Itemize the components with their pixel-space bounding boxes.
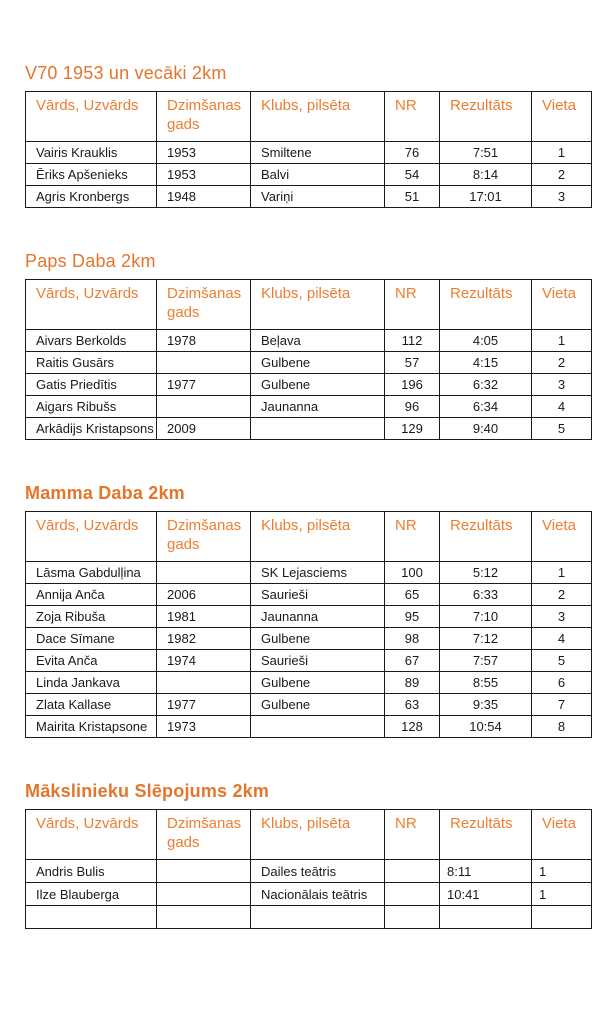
table-cell (157, 562, 251, 584)
table-cell (440, 906, 532, 929)
table-cell: 76 (385, 142, 440, 164)
table-cell: Gulbene (251, 352, 385, 374)
table-cell: Ilze Blauberga (26, 883, 157, 906)
table-cell: 1948 (157, 186, 251, 208)
table-row (26, 374, 592, 396)
section-title-v70: V70 1953 un vecāki 2km (25, 63, 227, 83)
section-title-paps-daba: Paps Daba 2km (25, 251, 156, 271)
table-row (26, 906, 592, 929)
col-header-result: Rezultāts (440, 92, 532, 142)
table-row (26, 584, 592, 606)
results-table-v70 (25, 91, 592, 208)
table-row (26, 418, 592, 440)
table-cell (157, 883, 251, 906)
table-cell: 5 (532, 418, 592, 440)
table-cell: Gulbene (251, 672, 385, 694)
table-cell: 4 (532, 396, 592, 418)
table-cell: Ēriks Apšenieks (26, 164, 157, 186)
table-cell: Vairis Krauklis (26, 142, 157, 164)
table-cell: 9:35 (440, 694, 532, 716)
table-cell: Arkādijs Kristapsons (26, 418, 157, 440)
table-cell: 1953 (157, 164, 251, 186)
table-cell: 10:41 (440, 883, 532, 906)
table-cell: Balvi (251, 164, 385, 186)
section-v70 (25, 62, 591, 208)
table-cell: Andris Bulis (26, 860, 157, 883)
table-cell (251, 716, 385, 738)
table-cell: Dace Sīmane (26, 628, 157, 650)
table-cell: Annija Anča (26, 584, 157, 606)
table-cell: 6:33 (440, 584, 532, 606)
table-row (26, 396, 592, 418)
table-cell: 8:14 (440, 164, 532, 186)
table-cell: Saurieši (251, 584, 385, 606)
col-header-nr: NR (385, 810, 440, 860)
table-cell: 2 (532, 584, 592, 606)
table-cell: 3 (532, 186, 592, 208)
table-cell: Jaunanna (251, 396, 385, 418)
table-cell: Gatis Priedītis (26, 374, 157, 396)
table-cell: 6:32 (440, 374, 532, 396)
col-header-name: Vārds, Uzvārds (26, 512, 157, 562)
table-row (26, 716, 592, 738)
section-title-makslinieku-slepojums: Mākslinieku Slēpojums 2km (25, 781, 270, 801)
col-header-birth-year: Dzimšanas gads (157, 810, 251, 860)
table-cell (532, 906, 592, 929)
table-cell (157, 906, 251, 929)
table-row (26, 142, 592, 164)
table-row (26, 606, 592, 628)
table-cell: 7:10 (440, 606, 532, 628)
col-header-place: Vieta (532, 280, 592, 330)
table-cell: Zoja Ribuša (26, 606, 157, 628)
table-cell: 1977 (157, 374, 251, 396)
table-cell (385, 906, 440, 929)
col-header-name: Vārds, Uzvārds (26, 92, 157, 142)
table-cell: Lāsma Gabdulļina (26, 562, 157, 584)
table-cell: Beļava (251, 330, 385, 352)
table-cell: 6 (532, 672, 592, 694)
table-cell: 6:34 (440, 396, 532, 418)
col-header-nr: NR (385, 280, 440, 330)
header-row (26, 280, 592, 330)
table-cell: 4:05 (440, 330, 532, 352)
table-cell: 2 (532, 352, 592, 374)
table-cell: 1978 (157, 330, 251, 352)
results-table-mamma-daba (25, 511, 592, 738)
table-cell: 9:40 (440, 418, 532, 440)
table-row (26, 694, 592, 716)
header-row (26, 810, 592, 860)
table-cell: Nacionālais teātris (251, 883, 385, 906)
table-cell: 96 (385, 396, 440, 418)
table-cell: Variņi (251, 186, 385, 208)
table-cell: 128 (385, 716, 440, 738)
table-cell: 1 (532, 883, 592, 906)
table-row (26, 883, 592, 906)
table-cell: 8:55 (440, 672, 532, 694)
table-cell: Jaunanna (251, 606, 385, 628)
col-header-result: Rezultāts (440, 810, 532, 860)
table-cell: 17:01 (440, 186, 532, 208)
table-cell: 54 (385, 164, 440, 186)
table-cell: 100 (385, 562, 440, 584)
table-cell: Raitis Gusārs (26, 352, 157, 374)
table-cell: 3 (532, 606, 592, 628)
table-cell: 1 (532, 142, 592, 164)
header-row (26, 512, 592, 562)
table-cell: 1977 (157, 694, 251, 716)
section-mamma-daba (25, 482, 591, 738)
table-cell: 112 (385, 330, 440, 352)
table-cell: Gulbene (251, 374, 385, 396)
table-cell: 4:15 (440, 352, 532, 374)
table-cell (251, 906, 385, 929)
table-cell (385, 860, 440, 883)
col-header-birth-year: Dzimšanas gads (157, 280, 251, 330)
col-header-birth-year: Dzimšanas gads (157, 92, 251, 142)
col-header-nr: NR (385, 92, 440, 142)
table-cell: SK Lejasciems (251, 562, 385, 584)
table-cell: 7 (532, 694, 592, 716)
table-cell: Smiltene (251, 142, 385, 164)
col-header-name: Vārds, Uzvārds (26, 810, 157, 860)
col-header-name: Vārds, Uzvārds (26, 280, 157, 330)
table-cell: 2009 (157, 418, 251, 440)
table-cell (385, 883, 440, 906)
table-cell: Aigars Ribušs (26, 396, 157, 418)
table-cell (26, 906, 157, 929)
table-cell: 1 (532, 562, 592, 584)
col-header-place: Vieta (532, 512, 592, 562)
table-cell: 1973 (157, 716, 251, 738)
col-header-place: Vieta (532, 92, 592, 142)
table-row (26, 672, 592, 694)
table-cell: 1982 (157, 628, 251, 650)
table-cell: 3 (532, 374, 592, 396)
table-cell: 89 (385, 672, 440, 694)
table-cell: 1 (532, 860, 592, 883)
table-cell: 4 (532, 628, 592, 650)
table-cell: 1974 (157, 650, 251, 672)
table-cell (157, 672, 251, 694)
col-header-birth-year: Dzimšanas gads (157, 512, 251, 562)
col-header-club: Klubs, pilsēta (251, 810, 385, 860)
table-cell (157, 352, 251, 374)
header-row (26, 92, 592, 142)
table-cell: Zlata Kallase (26, 694, 157, 716)
col-header-result: Rezultāts (440, 280, 532, 330)
table-cell: 1953 (157, 142, 251, 164)
table-cell: 5 (532, 650, 592, 672)
table-cell: Agris Kronbergs (26, 186, 157, 208)
table-cell: Mairita Kristapsone (26, 716, 157, 738)
table-row (26, 628, 592, 650)
col-header-club: Klubs, pilsēta (251, 512, 385, 562)
table-cell: 65 (385, 584, 440, 606)
table-cell: Linda Jankava (26, 672, 157, 694)
table-cell: 2 (532, 164, 592, 186)
col-header-place: Vieta (532, 810, 592, 860)
table-cell (157, 396, 251, 418)
table-row (26, 186, 592, 208)
table-cell: 98 (385, 628, 440, 650)
table-cell: 8 (532, 716, 592, 738)
table-cell: 57 (385, 352, 440, 374)
table-cell: 196 (385, 374, 440, 396)
table-cell: Saurieši (251, 650, 385, 672)
table-cell: Dailes teātris (251, 860, 385, 883)
table-row (26, 164, 592, 186)
results-table-paps-daba (25, 279, 592, 440)
table-cell: 7:57 (440, 650, 532, 672)
section-title-mamma-daba: Mamma Daba 2km (25, 483, 185, 503)
table-cell: 67 (385, 650, 440, 672)
table-cell: 1981 (157, 606, 251, 628)
table-cell: 7:12 (440, 628, 532, 650)
table-cell: 5:12 (440, 562, 532, 584)
col-header-nr: NR (385, 512, 440, 562)
table-cell (251, 418, 385, 440)
table-row (26, 860, 592, 883)
table-cell: 10:54 (440, 716, 532, 738)
table-cell: Evita Anča (26, 650, 157, 672)
table-cell: 8:11 (440, 860, 532, 883)
table-cell: 51 (385, 186, 440, 208)
table-cell (157, 860, 251, 883)
table-row (26, 562, 592, 584)
table-cell: Aivars Berkolds (26, 330, 157, 352)
col-header-club: Klubs, pilsēta (251, 92, 385, 142)
table-row (26, 330, 592, 352)
table-cell: 95 (385, 606, 440, 628)
table-cell: Gulbene (251, 628, 385, 650)
table-cell: 1 (532, 330, 592, 352)
table-cell: 7:51 (440, 142, 532, 164)
section-paps-daba (25, 250, 591, 440)
table-row (26, 352, 592, 374)
table-cell: 2006 (157, 584, 251, 606)
results-table-makslinieku-slepojums (25, 809, 592, 929)
section-makslinieku-slepojums (25, 780, 591, 929)
col-header-club: Klubs, pilsēta (251, 280, 385, 330)
table-cell: 63 (385, 694, 440, 716)
table-row (26, 650, 592, 672)
table-cell: Gulbene (251, 694, 385, 716)
col-header-result: Rezultāts (440, 512, 532, 562)
table-cell: 129 (385, 418, 440, 440)
